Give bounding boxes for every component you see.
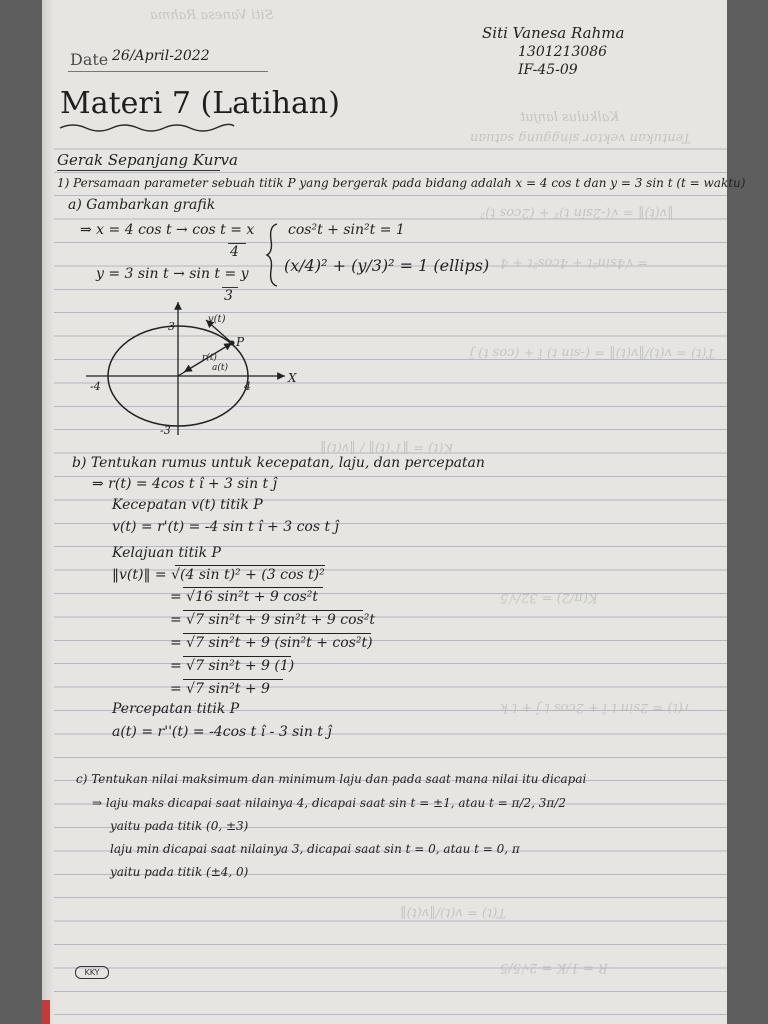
notebook-brand-logo: KKY [75,966,109,979]
b-velocity-formula: v(t) = r'(t) = -4 sin t î + 3 cos t ĵ [112,519,339,535]
y-bottom-label: -3 [160,424,171,437]
b-speed-result: = √7 sin²t + 9 [170,681,270,697]
margin-edge [42,1000,50,1024]
b-acceleration-heading: Percepatan titik P [112,701,240,717]
section-underline [57,170,220,171]
part-a-heading: a) Gambarkan grafik [68,197,216,213]
bleed-through-text: Kalkulus lanjut [520,110,620,125]
section-heading: Gerak Sepanjang Kurva [57,151,238,169]
b-position-vector: ⇒ r(t) = 4cos t î + 3 sin t ĵ [92,476,277,492]
b-speed-step-1: ‖v(t)‖ = √(4 sin t)² + (3 cos t)² [112,567,325,583]
b-velocity-heading: Kecepatan v(t) titik P [112,497,263,513]
accel-label: a(t) [212,363,229,373]
page-title: Materi 7 (Latihan) [60,86,340,121]
c-min-speed: laju min dicapai saat nilainya 3, dicapai saat sin t = 0, atau t = 0, π [110,842,520,856]
b-speed-step-3: = √7 sin²t + 9 sin²t + 9 cos²t [170,612,375,628]
title-underline [58,120,238,134]
trig-identity: cos²t + sin²t = 1 [288,222,405,238]
b-speed-step-4: = √7 sin²t + 9 (sin²t + cos²t) [170,635,373,651]
student-class: IF-45-09 [518,62,578,78]
brace-icon [265,222,289,288]
point-p [230,341,235,346]
x-left-label: -4 [90,380,101,393]
x-axis-label: X [288,371,297,385]
a-equation-y: y = 3 sin t → sin t = y [96,266,249,282]
page-edge-shadow [42,0,54,1024]
radical-bar [183,679,283,680]
problem-statement: 1) Persamaan parameter sebuah titik P yang bergerak pada bidang adalah x = 4 cos t dan y = 3 sin t (t = waktu) [57,176,746,190]
bleed-through-text: K(t) = ‖T'(t)‖ / ‖v(t)‖ [320,440,454,455]
radical-bar [183,610,363,611]
part-b-heading: b) Tentukan rumus untuk kecepatan, laju, dan percepatan [72,455,485,471]
date-underline [68,71,268,72]
a-equation-y-denominator: 3 [224,288,233,304]
bleed-through-text: ‖v(t)‖ = √(-2sin t)² + (2cos t)² [480,205,674,220]
bleed-through-text: T(t) = v(t)/‖v(t)‖ [400,905,506,920]
radical-bar [183,633,371,634]
bleed-through-text: T(t) = v(t)/‖v(t)‖ = (-sin t) î + (cos t) ĵ [470,345,716,360]
ellipse-graph [60,300,320,450]
date-value: 26/April-2022 [112,48,210,64]
bleed-through-text: = √4sin²t + 4cos²t + 4 [500,255,649,270]
student-name: Siti Vanesa Rahma [482,24,625,42]
y-top-label: 3 [168,320,175,333]
a-equation-x: ⇒ x = 4 cos t → cos t = x [80,222,255,238]
bleed-through-text: Tentukan vektor singgung satuan [470,130,691,145]
position-label: r(t) [202,353,217,363]
c-max-point: yaitu pada titik (0, ±3) [110,819,249,833]
x-right-label: 4 [244,380,251,393]
bleed-through-text: r(t) = 2sin t î + 2cos t ĵ + t k [500,700,689,715]
b-speed-heading: Kelajuan titik P [112,545,221,561]
student-nim: 1301213086 [518,44,608,60]
a-equation-x-denominator: 4 [230,244,239,260]
ellipse-equation: (x/4)² + (y/3)² = 1 (ellips) [284,256,490,275]
b-acceleration-formula: a(t) = r''(t) = -4cos t î - 3 sin t ĵ [112,724,332,740]
b-speed-step-5: = √7 sin²t + 9 (1) [170,658,295,674]
bleed-through-text: Siti Vanesa Rahma [150,8,274,23]
b-speed-step-2: = √16 sin²t + 9 cos²t [170,589,318,605]
c-min-point: yaitu pada titik (±4, 0) [110,865,249,879]
velocity-label: v(t) [208,314,226,325]
point-label: P [236,335,245,349]
part-c-heading: c) Tentukan nilai maksimum dan minimum laju dan pada saat mana nilai itu dicapai [76,772,587,786]
bleed-through-text: K(π/2) = 32/√5 [500,590,598,605]
radical-bar [175,565,325,566]
radical-bar [183,656,291,657]
c-max-speed: ⇒ laju maks dicapai saat nilainya 4, dicapai saat sin t = ±1, atau t = π/2, 3π/2 [92,796,566,810]
radical-bar [183,587,323,588]
bleed-through-text: R = 1/K = 2√5/5 [500,960,608,975]
date-label: Date [70,50,109,69]
